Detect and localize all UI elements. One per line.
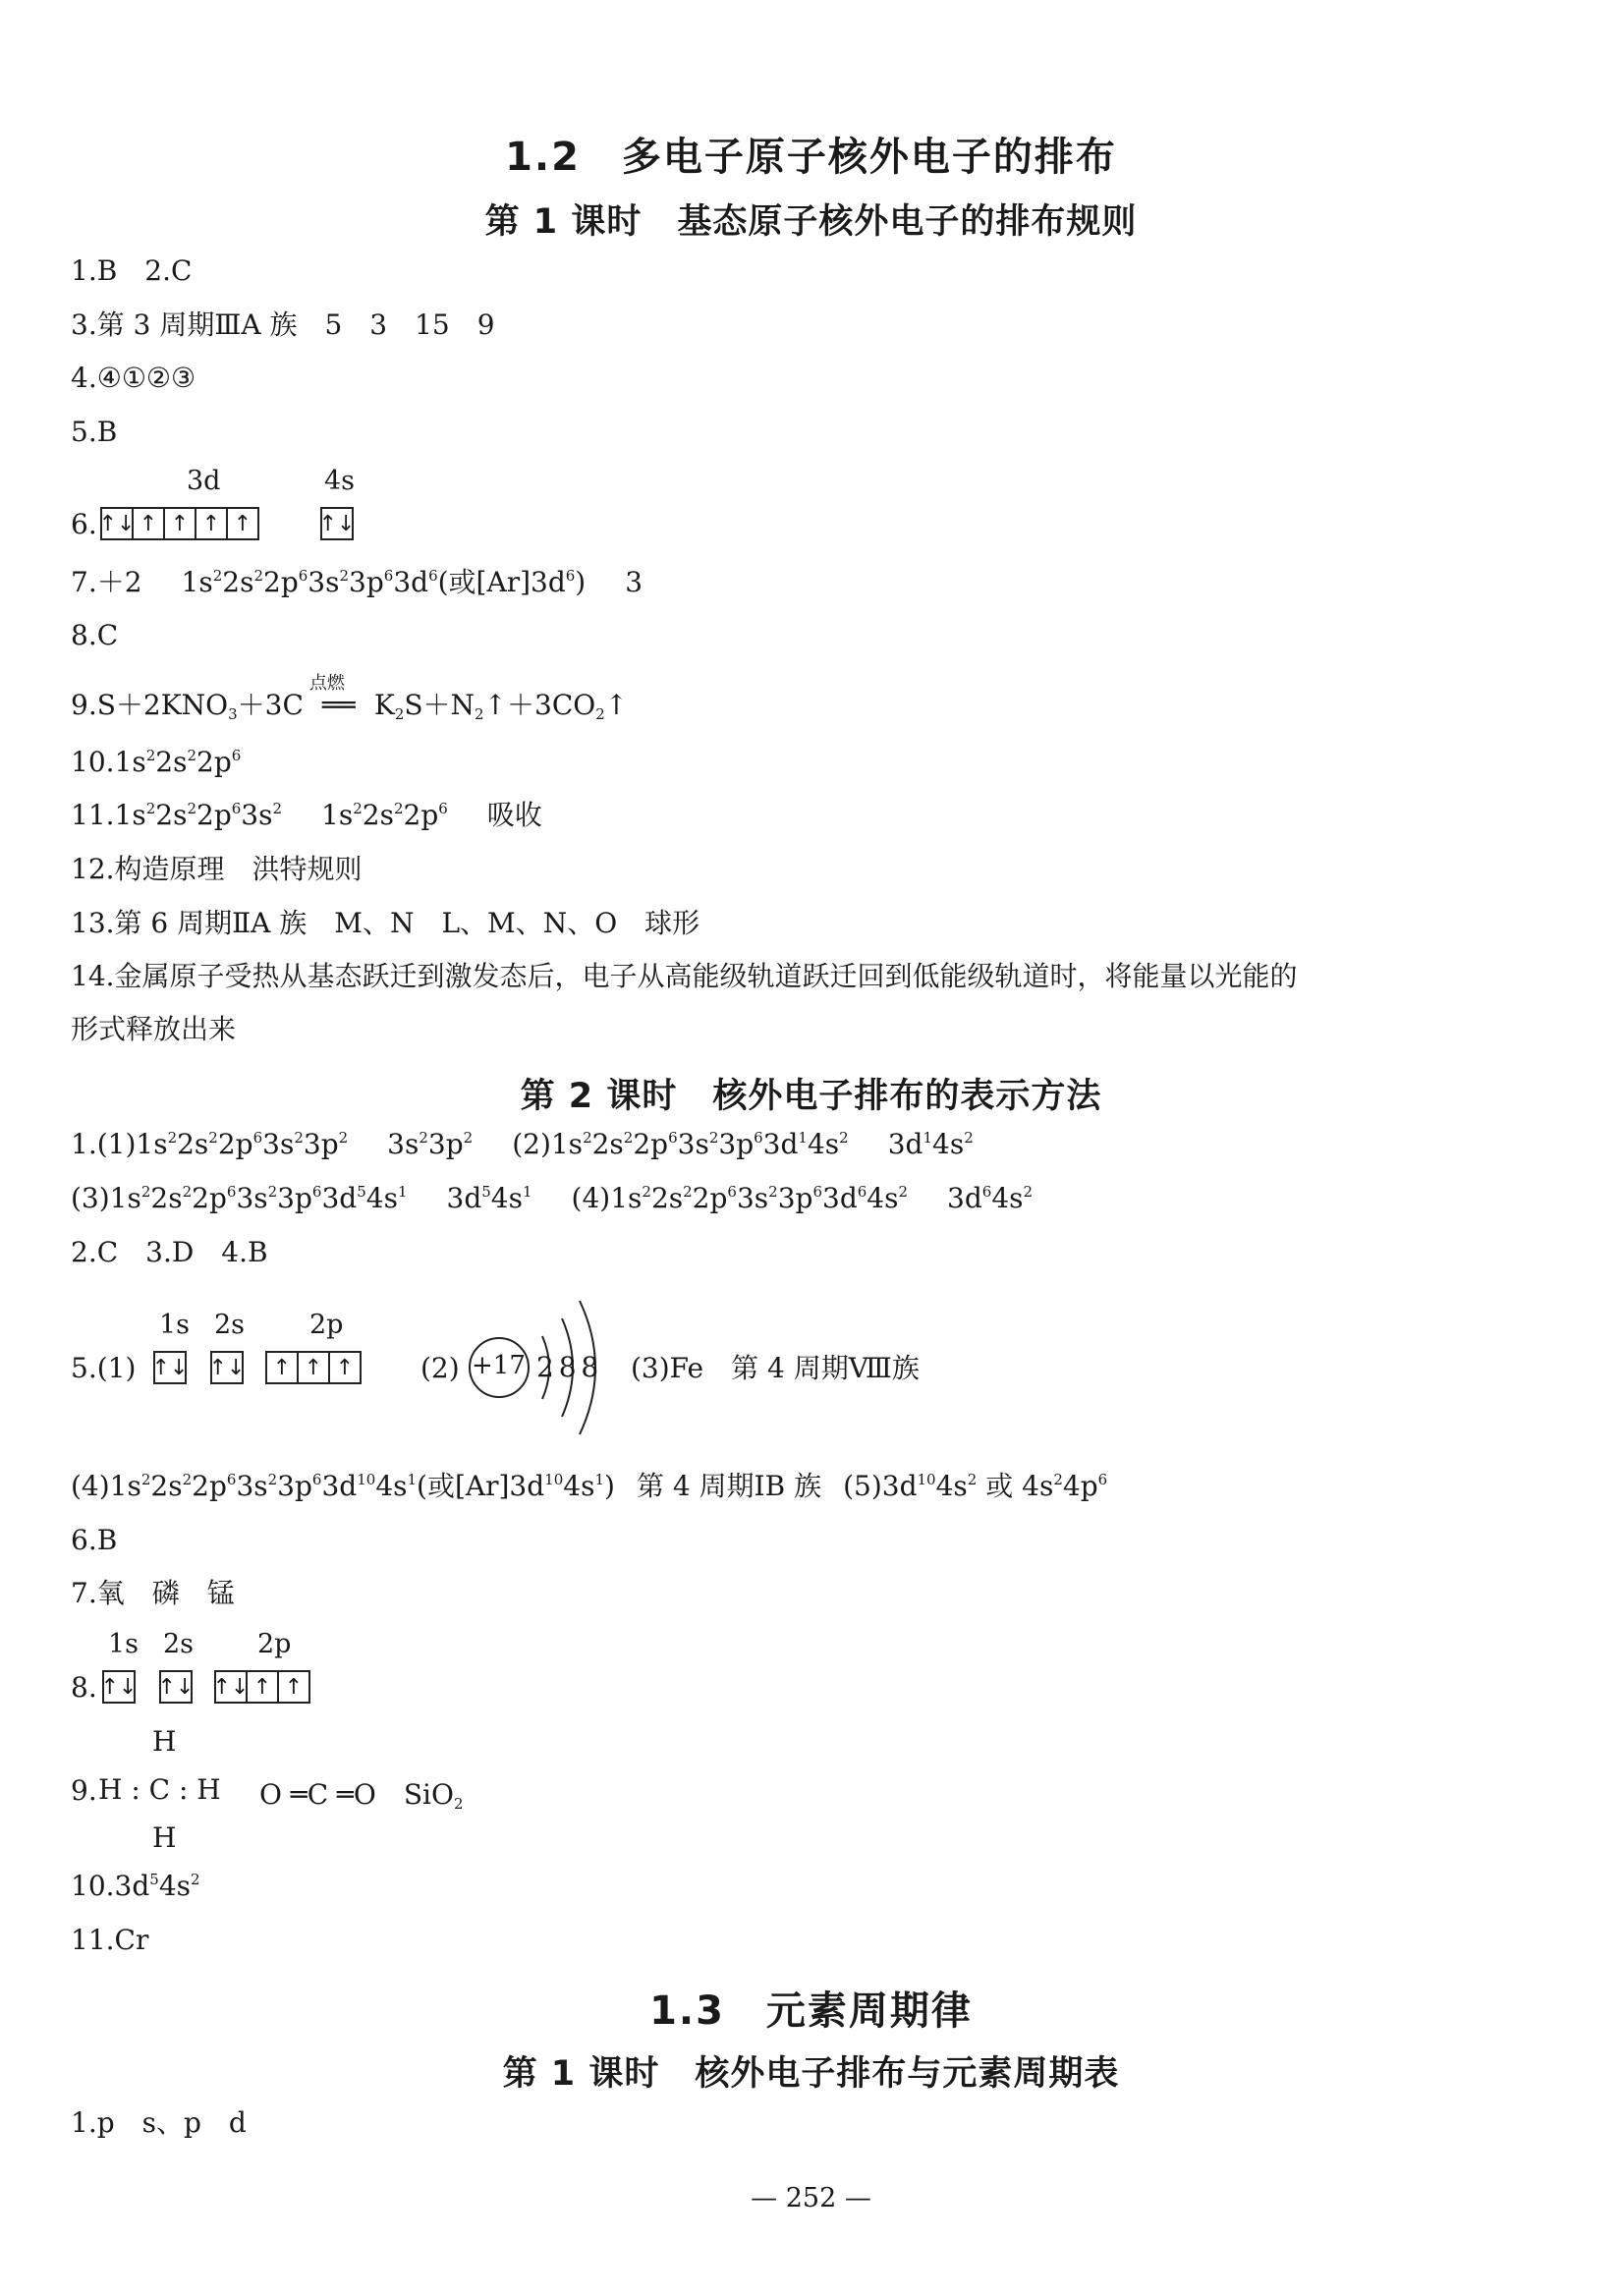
section-title-1-3: 1.3 元素周期律 — [649, 1988, 973, 2034]
answer-b10: $10.3d^54s^2$ — [71, 1870, 200, 1902]
answer-line-1: 1.B 2.C — [71, 254, 193, 287]
answer-b5-part2: (2) — [420, 1352, 460, 1384]
answer-b8-prefix: 8. — [71, 1671, 97, 1704]
answer-b5-part4: $(4)1s^22s^22p^63s^23p^63d^{10}4s^1$(或$[Ar]3d^{10}4s^1$) 第 4 周期ⅠB 族 $(5)3d^{10}4s^2$ 或 $4s^24p^6$ — [71, 1470, 1108, 1502]
answer-line-4: 4.④①②③ — [71, 362, 196, 394]
dot-structure-h-bottom: H — [152, 1821, 177, 1854]
orbital-box: ↑↓ — [214, 1670, 248, 1704]
answer-line-14a: 14.金属原子受热从基态跃迁到激发态后，电子从高能级轨道跃迁回到低能级轨道时，将能量以光能的 — [71, 960, 1298, 992]
co2-and-sio-text: O ═C ═O SiO — [259, 1778, 454, 1811]
orbital-box: ↑ — [265, 1351, 299, 1384]
orbital-label-2s: 2s — [214, 1310, 246, 1340]
answer-line-10: $10.1s^22s^22p^6$ — [71, 746, 242, 778]
lesson-1-title-1-3: 第 1 课时 核外电子排布与元素周期表 — [502, 2054, 1120, 2094]
orbital-label-3d: 3d — [187, 466, 221, 496]
dot-structure-middle: H : C : H — [98, 1773, 221, 1806]
answer-b5-part3: (3)Fe 第 4 周期Ⅷ族 — [631, 1352, 920, 1384]
orbital-box: ↑ — [163, 507, 196, 540]
orbital-box: ↑ — [246, 1670, 279, 1704]
dot-structure-h-top: H — [152, 1725, 177, 1758]
answer-c1: 1.p s、p d — [71, 2106, 247, 2139]
orbital-boxes-2s — [208, 1351, 246, 1384]
orbital-box: ↑ — [297, 1351, 330, 1384]
orbital-boxes-4s — [318, 507, 356, 540]
answer-line-14b: 形式释放出来 — [71, 1013, 237, 1045]
orbital-box: ↑↓ — [210, 1351, 244, 1384]
orbital-label-4s: 4s — [324, 466, 356, 496]
page-number: — 252 — — [751, 2183, 871, 2213]
orbital-box: ↑↓ — [153, 1351, 187, 1384]
electron-shells: 2 8 8 — [536, 1351, 597, 1383]
answer-b5-prefix: 5.(1) — [71, 1352, 137, 1384]
answer-b7: 7.氧 磷 锰 — [71, 1577, 235, 1609]
section-title-1-2: 1.2 多电子原子核外电子的排布 — [505, 135, 1117, 180]
answer-line-9: $9.S+2KNO_3+3C$ 点燃 ══ $K_2S+N_2↑+3CO_2↑$ — [71, 673, 629, 723]
orbital-label-1s: 1s — [108, 1629, 140, 1659]
answer-line-5: 5.B — [71, 416, 118, 448]
orbital-box: ↑↓ — [102, 1670, 136, 1704]
answer-b11: 11.Cr — [71, 1924, 149, 1956]
answer-line-13: 13.第 6 周期ⅡA 族 M、N L、M、N、O 球形 — [71, 907, 700, 939]
answer-b9-rest: O ═C ═O SiO$_2$ — [259, 1778, 464, 1813]
answer-line-6-prefix: 6. — [71, 508, 97, 540]
answer-b9-prefix: 9. — [71, 1774, 97, 1807]
answer-line-8: 8.C — [71, 619, 119, 651]
orbital-label-2p: 2p — [309, 1310, 344, 1340]
orbital-box: ↑↓ — [320, 507, 354, 540]
orbital-box: ↑ — [277, 1670, 310, 1704]
answer-line-7: 7.＋2 $1s^22s^22p^63s^23p^63d^6$(或$[Ar]3d^6$) 3 — [71, 566, 643, 598]
orbital-boxes-3d — [100, 507, 257, 540]
lesson-2-title: 第 2 课时 核外电子排布的表示方法 — [520, 1077, 1102, 1116]
orbital-boxes-1s — [100, 1670, 138, 1704]
answer-line-12: 12.构造原理 洪特规则 — [71, 853, 363, 885]
answer-b1b: $(3)1s^22s^22p^63s^23p^63d^54s^1$ $3d^54s^1$ $(4)1s^22s^22p^63s^23p^63d^64s^2$ $3d^64s^2$ — [71, 1182, 1034, 1214]
orbital-boxes-2p — [214, 1670, 308, 1704]
answer-b2: 2.C 3.D 4.B — [71, 1236, 268, 1268]
lesson-1-title: 第 1 课时 基态原子核外电子的排布规则 — [484, 202, 1138, 242]
orbital-label-1s: 1s — [159, 1310, 191, 1340]
orbital-boxes-1s — [151, 1351, 189, 1384]
nucleus-charge: +17 — [472, 1351, 526, 1380]
orbital-box: ↑ — [226, 507, 259, 540]
orbital-label-2p: 2p — [257, 1629, 292, 1659]
orbital-boxes-2s — [157, 1670, 195, 1704]
orbital-box: ↑↓ — [159, 1670, 193, 1704]
answer-b6: 6.B — [71, 1524, 118, 1556]
orbital-box: ↑↓ — [100, 507, 134, 540]
answer-b1a: $1.(1)1s^22s^22p^63s^23p^2$ $3s^23p^2$ $(2)1s^22s^22p^63s^23p^63d^14s^2$ $3d^14s^2$ — [71, 1128, 974, 1160]
orbital-boxes-2p — [265, 1351, 360, 1384]
answer-line-11: $11.1s^22s^22p^63s^2$ $1s^22s^22p^6$ 吸收 — [71, 799, 542, 831]
orbital-box: ↑ — [195, 507, 228, 540]
orbital-box: ↑ — [132, 507, 165, 540]
answer-line-3: 3.第 3 周期ⅢA 族 5 3 15 9 — [71, 308, 495, 341]
orbital-label-2s: 2s — [163, 1629, 195, 1659]
orbital-box: ↑ — [328, 1351, 362, 1384]
